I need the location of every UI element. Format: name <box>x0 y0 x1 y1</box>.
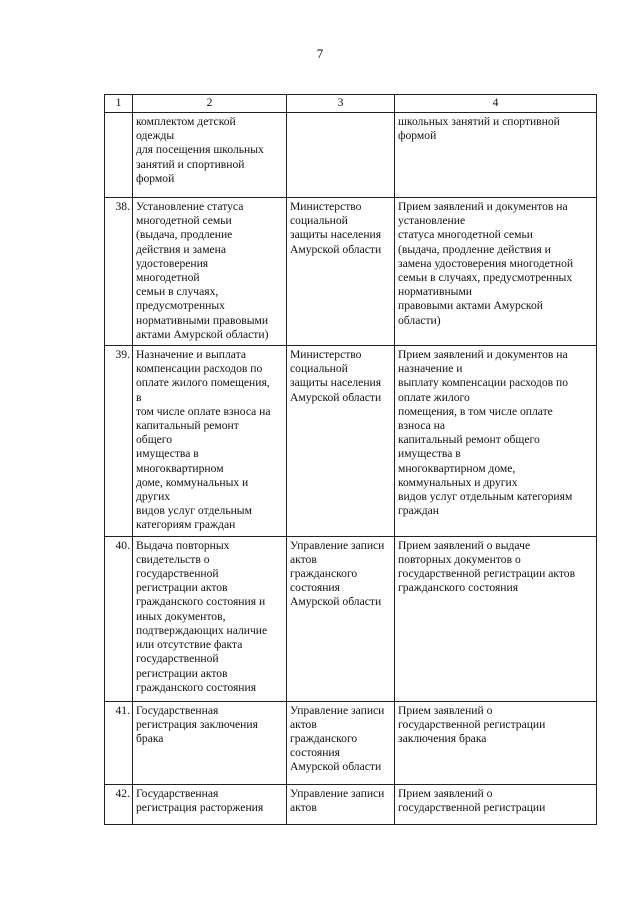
service-name-cell-line: видов услуг отдельным <box>136 504 252 518</box>
authority-cell <box>287 198 395 346</box>
authority-cell-line: Амурской области <box>290 595 382 609</box>
procedure-cell-line: области) <box>398 313 441 327</box>
authority-cell <box>287 701 395 784</box>
service-name-cell-line: том числе оплате взноса на <box>136 404 271 418</box>
authority-cell-line: социальной <box>290 362 348 376</box>
service-name-cell-line: государственной <box>136 567 219 581</box>
service-name-cell <box>133 346 287 537</box>
procedure-cell-line: помещения, в том числе оплате <box>398 404 553 418</box>
procedure-cell-line: назначение и <box>398 362 463 376</box>
procedure-cell-line: Прием заявлений и документов на <box>398 200 568 213</box>
service-name-cell-line: гражданского состояния и <box>136 595 266 609</box>
service-name-cell-line: Государственная <box>136 786 219 800</box>
service-name-cell-line: Государственная <box>136 703 219 717</box>
service-name-cell-line: Установление статуса <box>136 200 244 213</box>
authority-cell <box>287 113 395 198</box>
service-name-cell-line: формой <box>136 171 175 185</box>
procedure-cell-line: повторных документов о <box>398 552 521 566</box>
procedure-cell-line: капитальный ремонт общего <box>398 433 540 447</box>
procedure-cell <box>395 536 597 701</box>
service-name-cell-line: Выдача повторных <box>136 538 230 552</box>
procedure-cell-line: правовыми актами Амурской <box>398 299 543 313</box>
procedure-cell-line: Прием заявлений о выдаче <box>398 538 531 552</box>
authority-cell-line: Управление записи <box>290 703 385 717</box>
procedure-cell <box>395 346 597 537</box>
procedure-cell <box>395 113 597 198</box>
header-cell-2: 2 <box>133 95 287 113</box>
authority-cell-line: Министерство <box>290 200 362 213</box>
service-name-cell <box>133 198 287 346</box>
header-cell-4: 4 <box>395 95 597 113</box>
service-name-cell-line: капитальный ремонт <box>136 419 239 433</box>
service-name-cell-line: категориям граждан <box>136 518 236 532</box>
table-row <box>105 536 597 701</box>
authority-cell-line: актов <box>290 552 317 566</box>
table-row <box>105 784 597 824</box>
service-name-cell-line: имущества в <box>136 447 199 461</box>
procedure-cell-line: Прием заявлений о <box>398 703 493 717</box>
authority-cell-line: актов <box>290 717 317 731</box>
service-name-cell-line: брака <box>136 732 164 746</box>
procedure-cell-line: выплату компенсации расходов по <box>398 376 568 390</box>
service-name-cell-line: занятий и спортивной <box>136 157 245 171</box>
service-name-cell-line: иных документов, <box>136 609 226 623</box>
table-row <box>105 198 597 346</box>
page-number: 7 <box>316 46 324 61</box>
procedure-cell-line: гражданского состояния <box>398 581 519 595</box>
procedure-cell <box>395 198 597 346</box>
authority-cell-line: Министерство <box>290 348 362 362</box>
procedure-cell-line: государственной регистрации актов <box>398 567 576 581</box>
authority-cell <box>287 536 395 701</box>
authority-cell-line: состояния <box>290 581 340 595</box>
table-row <box>105 346 597 537</box>
header-cell-1: 1 <box>105 95 133 113</box>
service-name-cell-line: (выдача, продление <box>136 228 233 242</box>
authority-cell-line: Амурской области <box>290 390 382 404</box>
service-name-cell-line: регистрация расторжения <box>136 800 264 814</box>
service-name-cell-line: в <box>136 390 142 404</box>
service-name-cell-line: действия и замена <box>136 242 227 256</box>
service-name-cell-line: актами Амурской области) <box>136 327 269 341</box>
service-name-cell-line: других <box>136 490 171 504</box>
procedure-cell-line: имущества в <box>398 447 461 461</box>
procedure-cell <box>395 784 597 824</box>
service-name-cell-line: одежды <box>136 129 175 143</box>
service-name-cell-line: регистрации актов <box>136 581 228 595</box>
service-name-cell-line: доме, коммунальных и <box>136 475 249 489</box>
procedure-cell-line: формой <box>398 129 437 143</box>
authority-cell-line: социальной <box>290 214 348 228</box>
authority-cell-line: гражданского <box>290 567 358 581</box>
service-name-cell <box>133 701 287 784</box>
procedure-cell-line: оплате жилого <box>398 390 470 404</box>
service-name-cell-line: комплектом детской <box>136 115 236 128</box>
authority-cell-line: защиты населения <box>290 228 382 242</box>
procedure-cell-line: Прием заявлений и документов на <box>398 348 568 362</box>
authority-cell-line: состояния <box>290 746 340 760</box>
row-number <box>105 113 133 198</box>
authority-cell <box>287 346 395 537</box>
authority-cell <box>287 784 395 824</box>
service-name-cell <box>133 536 287 701</box>
authority-cell-line: гражданского <box>290 732 358 746</box>
service-name-cell-line: оплате жилого помещения, <box>136 376 270 390</box>
service-name-cell-line: семьи в случаях, <box>136 285 219 299</box>
service-name-cell-line: или отсутствие факта <box>136 638 243 652</box>
procedure-cell-line: заключения брака <box>398 732 487 746</box>
row-number: 38. <box>105 198 133 346</box>
procedure-cell-line: нормативными <box>398 285 473 299</box>
procedure-cell-line: установление <box>398 214 466 228</box>
procedure-cell-line: семьи в случаях, предусмотренных <box>398 271 573 285</box>
service-name-cell <box>133 113 287 198</box>
procedure-cell-line: статуса многодетной семьи <box>398 228 533 242</box>
service-name-cell-line: Назначение и выплата <box>136 348 246 362</box>
service-name-cell-line: общего <box>136 433 173 447</box>
service-name-cell-line: предусмотренных <box>136 299 225 313</box>
procedure-cell <box>395 701 597 784</box>
service-name-cell-line: многодетной <box>136 271 200 285</box>
procedure-cell-line: граждан <box>398 504 439 518</box>
authority-cell-line: Амурской области <box>290 760 382 774</box>
service-name-cell-line: регистрация заключения <box>136 717 258 731</box>
service-name-cell-line: компенсации расходов по <box>136 362 263 376</box>
table-header-row <box>105 95 597 113</box>
procedure-cell-line: видов услуг отдельным категориям <box>398 490 573 504</box>
service-name-cell <box>133 784 287 824</box>
procedure-cell-line: взноса на <box>398 419 446 433</box>
procedure-cell-line: замена удостоверения многодетной <box>398 256 574 270</box>
services-table <box>104 94 597 825</box>
service-name-cell-line: регистрации актов <box>136 666 228 680</box>
authority-cell-line: Амурской области <box>290 242 382 256</box>
procedure-cell-line: школьных занятий и спортивной <box>398 115 560 128</box>
row-number: 39. <box>105 346 133 537</box>
procedure-cell-line: коммунальных и других <box>398 475 518 489</box>
procedure-cell-line: Прием заявлений о <box>398 786 493 800</box>
authority-cell-line: Управление записи <box>290 786 385 800</box>
authority-cell-line: актов <box>290 800 317 814</box>
service-name-cell-line: государственной <box>136 652 219 666</box>
service-name-cell-line: гражданского состояния <box>136 680 257 694</box>
table-row <box>105 113 597 198</box>
service-name-cell-line: удостоверения <box>136 256 209 270</box>
authority-cell-line: Управление записи <box>290 538 385 552</box>
service-name-cell-line: для посещения школьных <box>136 143 264 157</box>
service-name-cell-line: многодетной семьи <box>136 214 232 228</box>
table-row <box>105 701 597 784</box>
procedure-cell-line: государственной регистрации <box>398 800 546 814</box>
service-name-cell-line: многоквартирном <box>136 461 224 475</box>
row-number: 42. <box>105 784 133 824</box>
service-name-cell-line: подтверждающих наличие <box>136 623 268 637</box>
service-name-cell-line: нормативными правовыми <box>136 313 269 327</box>
row-number: 40. <box>105 536 133 701</box>
procedure-cell-line: (выдача, продление действия и <box>398 242 551 256</box>
procedure-cell-line: многоквартирном доме, <box>398 461 516 475</box>
procedure-cell-line: государственной регистрации <box>398 717 546 731</box>
header-cell-3: 3 <box>287 95 395 113</box>
authority-cell-line: защиты населения <box>290 376 382 390</box>
row-number: 41. <box>105 701 133 784</box>
service-name-cell-line: свидетельств о <box>136 552 210 566</box>
